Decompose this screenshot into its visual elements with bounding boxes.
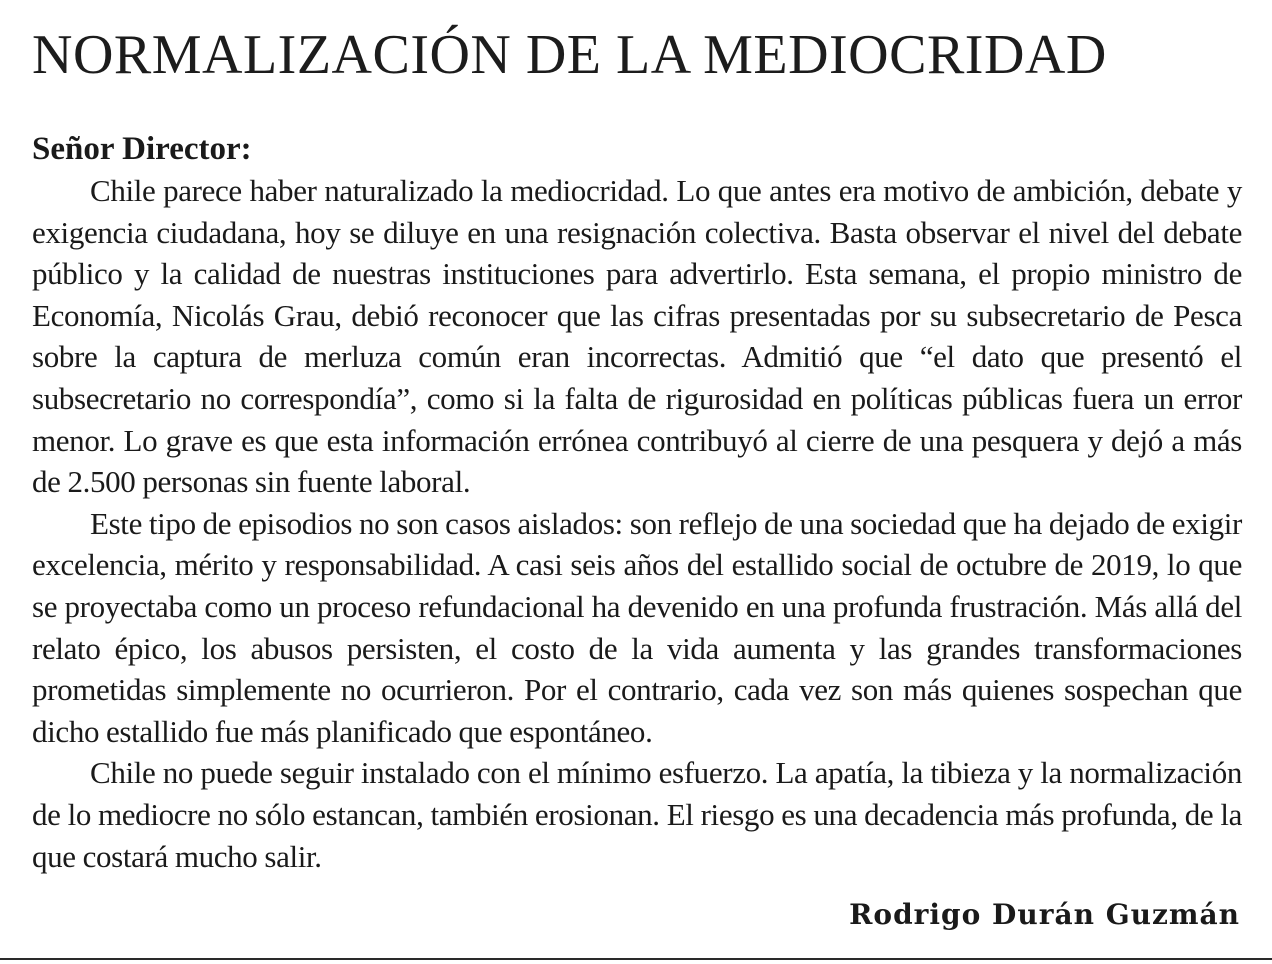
paragraph-1: Chile parece haber naturalizado la mediocridad. Lo que antes era motivo de ambición, debate y exigencia ciudadana, hoy se diluye en una resignación colectiva. Basta observar el nivel del debate público y la calidad de nuestras instituciones para advertirlo. Esta semana, el propio ministro de Economía, Nicolás Grau, debió reconocer que las cifras presentadas por su subsecretario de Pesca sobre la captura de merluza común eran incorrectas. Admitió que “el dato que presentó el subsecretario no correspondía”, como si la falta de rigurosidad en políticas públicas fuera un error menor. Lo grave es que esta información errónea contribuyó al cierre de una pesquera y dejó a más de 2.500 personas sin fuente laboral. bbox=[32, 173, 1242, 500]
paragraph-3: Chile no puede seguir instalado con el mínimo esfuerzo. La apatía, la tibieza y la normalización de lo mediocre no sólo estancan, también erosionan. El riesgo es una decadencia más profunda, de la que costará mucho salir. bbox=[32, 755, 1242, 874]
paragraph-2: Este tipo de episodios no son casos aislados: son reflejo de una sociedad que ha dejado de exigir excelencia, mérito y responsabilidad. A casi seis años del estallido social de octubre de 2019, lo que se proyectaba como un proceso refundacional ha devenido en una profunda frustración. Más allá del relato épico, los abusos persisten, el costo de la vida aumenta y las grandes transformaciones prometidas simplemente no ocurrieron. Por el contrario, cada vez son más quienes sospechan que dicho estallido fue más planificado que espontáneo. bbox=[32, 505, 1242, 749]
salutation: Señor Director: bbox=[32, 131, 252, 167]
bottom-rule bbox=[0, 958, 1272, 960]
signature: Rodrigo Durán Guzmán bbox=[849, 898, 1240, 931]
letter-body bbox=[32, 128, 1242, 877]
headline: NORMALIZACIÓN DE LA MEDIOCRIDAD bbox=[32, 24, 1107, 86]
